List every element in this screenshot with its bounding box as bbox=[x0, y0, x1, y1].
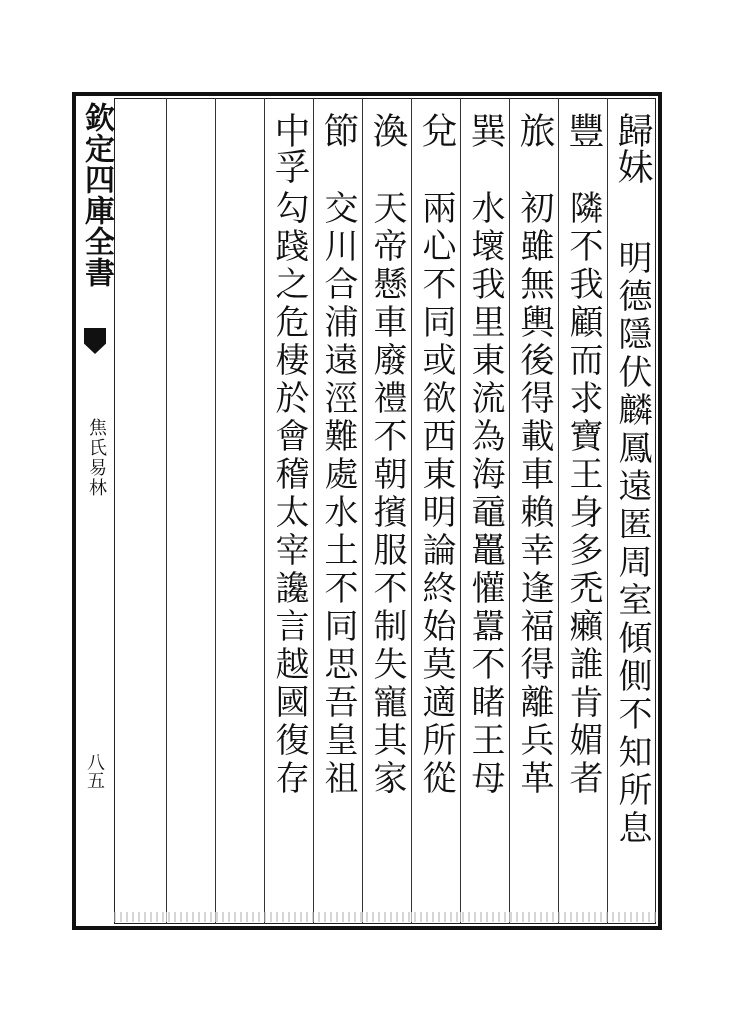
verse-text: 勾踐之危棲於會稽太宰讒言越國復存 bbox=[269, 190, 309, 798]
text-column bbox=[460, 98, 509, 924]
print-texture-band bbox=[114, 912, 656, 922]
text-column bbox=[558, 98, 607, 924]
text-column bbox=[607, 98, 656, 924]
hexagram-name: 中孚 bbox=[269, 112, 310, 184]
verse-text: 天帝懸車廢禮不朝擯服不制失寵其家 bbox=[367, 190, 407, 798]
book-title: 焦氏易林 bbox=[86, 418, 107, 498]
text-column bbox=[166, 98, 215, 924]
text-column bbox=[313, 98, 362, 924]
hexagram-name: 巽 bbox=[465, 112, 506, 148]
hexagram-name: 兌 bbox=[416, 112, 457, 148]
text-column bbox=[362, 98, 411, 924]
text-column bbox=[411, 98, 460, 924]
page-number: 八五 bbox=[84, 753, 105, 789]
collection-title: 欽定四庫全書 bbox=[79, 102, 114, 288]
hexagram-name: 豐 bbox=[563, 112, 604, 148]
text-column bbox=[509, 98, 558, 924]
verse-text: 明德隱伏麟鳳遠匿周室傾側不知所息 bbox=[612, 240, 652, 848]
verse-text: 初雖無輿後得載車賴幸逢福得離兵革 bbox=[514, 190, 554, 798]
verse-text: 隣不我顧而求寶王身多禿癩誰肯媚者 bbox=[563, 190, 603, 798]
hexagram-name: 旅 bbox=[514, 112, 555, 148]
hexagram-name: 歸妹 bbox=[612, 112, 653, 184]
text-column bbox=[264, 98, 313, 924]
text-column bbox=[117, 98, 166, 924]
hexagram-name: 渙 bbox=[367, 112, 408, 148]
center-fold-column bbox=[78, 98, 114, 924]
verse-text: 交川合浦遠涇難處水土不同思吾皇祖 bbox=[318, 190, 358, 798]
fish-tail-mark bbox=[84, 328, 106, 354]
verse-text: 兩心不同或欲西東明論終始莫適所從 bbox=[416, 190, 456, 798]
hexagram-name: 節 bbox=[318, 112, 359, 148]
text-column bbox=[215, 98, 264, 924]
verse-text: 水壞我里東流為海黿鼉懽囂不睹王母 bbox=[465, 190, 505, 798]
